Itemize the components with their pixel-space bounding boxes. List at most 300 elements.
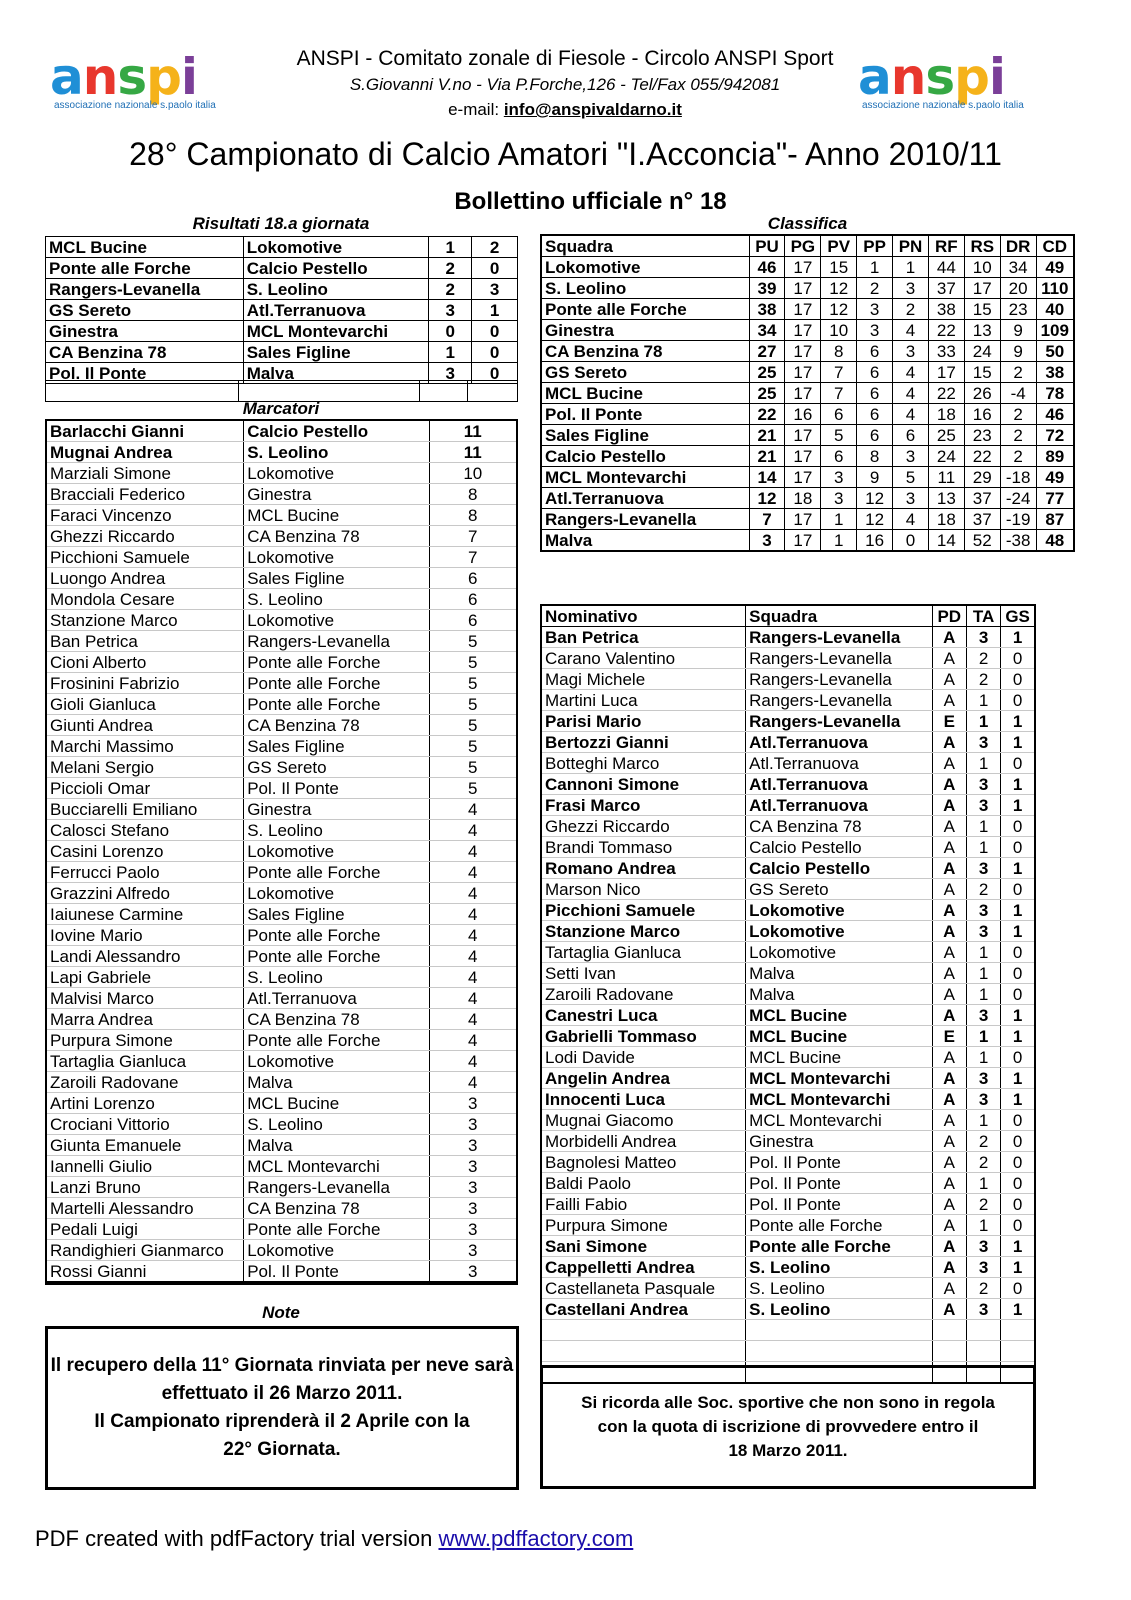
standings-header-cell: RS bbox=[964, 235, 1000, 257]
empty-cell bbox=[932, 1320, 966, 1341]
bulletin-number: Bollettino ufficiale n° 18 bbox=[454, 188, 727, 215]
standings-value: 3 bbox=[749, 530, 785, 552]
disciplinary-code: A bbox=[932, 879, 966, 900]
warnings-count: 1 bbox=[966, 942, 1000, 963]
standings-value: 15 bbox=[964, 362, 1000, 383]
scorer-team: Ponte alle Forche bbox=[244, 673, 429, 694]
scorer-team: CA Benzina 78 bbox=[244, 1198, 429, 1219]
home-team: MCL Bucine bbox=[46, 237, 244, 258]
player-team: Rangers-Levanella bbox=[746, 648, 933, 669]
team-name: Pol. Il Ponte bbox=[541, 404, 749, 425]
standings-value: 17 bbox=[928, 362, 964, 383]
scorer-team: Ponte alle Forche bbox=[244, 694, 429, 715]
suspension-days: 0 bbox=[1001, 648, 1035, 669]
scorer-row bbox=[46, 904, 517, 925]
team-name: MCL Bucine bbox=[541, 383, 749, 404]
scorer-row bbox=[46, 1240, 517, 1261]
scorer-row bbox=[46, 463, 517, 484]
standings-value: 17 bbox=[785, 257, 821, 278]
team-name: Ponte alle Forche bbox=[541, 299, 749, 320]
warnings-count: 2 bbox=[966, 669, 1000, 690]
scorer-name: Pedali Luigi bbox=[46, 1219, 244, 1240]
player-name: Botteghi Marco bbox=[541, 753, 746, 774]
team-name: CA Benzina 78 bbox=[541, 341, 749, 362]
standings-row bbox=[541, 404, 1074, 425]
home-score: 1 bbox=[429, 342, 472, 363]
player-name: Lodi Davide bbox=[541, 1047, 746, 1068]
suspension-days: 1 bbox=[1001, 1026, 1035, 1047]
suspension-days: 1 bbox=[1001, 795, 1035, 816]
header-address: S.Giovanni V.no - Via P.Forche,126 - Tel/Fax 055/942081 bbox=[349, 75, 781, 94]
team-name: Malva bbox=[541, 530, 749, 552]
scorer-name: Marra Andrea bbox=[46, 1009, 244, 1030]
standings-value: 12 bbox=[749, 488, 785, 509]
player-team: S. Leolino bbox=[746, 1257, 933, 1278]
scorer-team: Lokomotive bbox=[244, 463, 429, 484]
player-team: Malva bbox=[746, 963, 933, 984]
scorer-goals: 5 bbox=[429, 652, 517, 673]
standings-value: 23 bbox=[1000, 299, 1036, 320]
scorer-name: Iannelli Giulio bbox=[46, 1156, 244, 1177]
player-team: Atl.Terranuova bbox=[746, 753, 933, 774]
standings-header-cell: CD bbox=[1036, 235, 1074, 257]
standings-value: 12 bbox=[857, 509, 893, 530]
empty-cell bbox=[1001, 1320, 1035, 1341]
standings-value: 3 bbox=[893, 446, 929, 467]
warnings-count: 1 bbox=[966, 1110, 1000, 1131]
home-score: 0 bbox=[429, 321, 472, 342]
standings-value: 49 bbox=[1036, 257, 1074, 278]
disciplinary-code: A bbox=[932, 1173, 966, 1194]
standings-value: 34 bbox=[1000, 257, 1036, 278]
scorer-goals: 4 bbox=[429, 1072, 517, 1093]
team-name: Sales Figline bbox=[541, 425, 749, 446]
scorer-team: Ponte alle Forche bbox=[244, 946, 429, 967]
scorer-goals: 4 bbox=[429, 820, 517, 841]
standings-value: 4 bbox=[893, 404, 929, 425]
warnings-count: 3 bbox=[966, 1236, 1000, 1257]
standings-header-cell: RF bbox=[928, 235, 964, 257]
disciplinary-code: A bbox=[932, 732, 966, 753]
standings-value: 2 bbox=[1000, 446, 1036, 467]
standings-table bbox=[540, 234, 1075, 552]
home-team: Ginestra bbox=[46, 321, 244, 342]
warnings-count: 1 bbox=[966, 690, 1000, 711]
player-team: Malva bbox=[746, 984, 933, 1005]
standings-value: 24 bbox=[964, 341, 1000, 362]
standings-value: 1 bbox=[821, 509, 857, 530]
standings-value: 3 bbox=[893, 488, 929, 509]
player-name: Bertozzi Gianni bbox=[541, 732, 746, 753]
standings-value: 7 bbox=[821, 362, 857, 383]
standings-value: 15 bbox=[821, 257, 857, 278]
reminder-text: Si ricorda alle Soc. sportive che non sono in regola con la quota di iscrizione di provvedere entro il 18 Marzo 2011. bbox=[581, 1393, 995, 1460]
disciplinary-code: A bbox=[932, 1110, 966, 1131]
footer-text: PDF created with pdfFactory trial version bbox=[35, 1526, 439, 1551]
standings-value: 3 bbox=[857, 320, 893, 341]
suspension-days: 0 bbox=[1001, 942, 1035, 963]
scorer-team: CA Benzina 78 bbox=[244, 526, 429, 547]
player-team: Ponte alle Forche bbox=[746, 1215, 933, 1236]
standings-value: 2 bbox=[857, 278, 893, 299]
standings-value: 4 bbox=[893, 383, 929, 404]
standings-value: 12 bbox=[821, 299, 857, 320]
scorer-name: Picchioni Samuele bbox=[46, 547, 244, 568]
scorer-row bbox=[46, 673, 517, 694]
player-name: Castellaneta Pasquale bbox=[541, 1278, 746, 1299]
scorer-goals: 3 bbox=[429, 1114, 517, 1135]
scorers-table bbox=[45, 419, 518, 1283]
discipline-row bbox=[541, 963, 1035, 984]
standings-value: 1 bbox=[821, 530, 857, 552]
standings-header-row bbox=[541, 235, 1074, 257]
scorer-goals: 11 bbox=[429, 420, 517, 442]
away-score: 3 bbox=[472, 279, 518, 300]
home-team: Rangers-Levanella bbox=[46, 279, 244, 300]
suspension-days: 1 bbox=[1001, 732, 1035, 753]
player-team: Pol. Il Ponte bbox=[746, 1194, 933, 1215]
email-link[interactable]: info@anspivaldarno.it bbox=[503, 100, 682, 119]
scorer-team: MCL Bucine bbox=[244, 505, 429, 526]
player-team: Lokomotive bbox=[746, 900, 933, 921]
standings-value: 26 bbox=[964, 383, 1000, 404]
scorer-team: GS Sereto bbox=[244, 757, 429, 778]
scorer-goals: 4 bbox=[429, 841, 517, 862]
warnings-count: 3 bbox=[966, 1068, 1000, 1089]
player-team: S. Leolino bbox=[746, 1278, 933, 1299]
away-team: Calcio Pestello bbox=[243, 258, 429, 279]
player-team: Ginestra bbox=[746, 1131, 933, 1152]
suspension-days: 1 bbox=[1001, 1068, 1035, 1089]
scorer-goals: 5 bbox=[429, 736, 517, 757]
player-name: Brandi Tommaso bbox=[541, 837, 746, 858]
disciplinary-code: A bbox=[932, 984, 966, 1005]
suspension-days: 1 bbox=[1001, 774, 1035, 795]
standings-value: 8 bbox=[821, 341, 857, 362]
scorer-row bbox=[46, 1114, 517, 1135]
scorer-team: Sales Figline bbox=[244, 568, 429, 589]
logo-word: anspi bbox=[858, 48, 1006, 106]
scorer-team: Lokomotive bbox=[244, 841, 429, 862]
standings-header-cell: PG bbox=[785, 235, 821, 257]
scorer-row bbox=[46, 841, 517, 862]
scorer-row bbox=[46, 736, 517, 757]
player-name: Morbidelli Andrea bbox=[541, 1131, 746, 1152]
scorer-goals: 3 bbox=[429, 1177, 517, 1198]
warnings-count: 3 bbox=[966, 732, 1000, 753]
away-score: 0 bbox=[472, 321, 518, 342]
player-name: Parisi Mario bbox=[541, 711, 746, 732]
warnings-count: 2 bbox=[966, 1131, 1000, 1152]
team-name: Atl.Terranuova bbox=[541, 488, 749, 509]
scorer-goals: 10 bbox=[429, 463, 517, 484]
empty-cell bbox=[932, 1341, 966, 1362]
reminder-box bbox=[540, 1365, 1036, 1489]
standings-value: 10 bbox=[964, 257, 1000, 278]
standings-value: -18 bbox=[1000, 467, 1036, 488]
home-score: 3 bbox=[429, 363, 472, 384]
standings-value: 17 bbox=[785, 278, 821, 299]
scorer-team: Pol. Il Ponte bbox=[244, 778, 429, 799]
standings-value: 9 bbox=[857, 467, 893, 488]
standings-value: 18 bbox=[928, 404, 964, 425]
standings-value: 16 bbox=[964, 404, 1000, 425]
suspension-days: 0 bbox=[1001, 984, 1035, 1005]
standings-value: 8 bbox=[857, 446, 893, 467]
scorer-goals: 7 bbox=[429, 526, 517, 547]
disciplinary-code: A bbox=[932, 1236, 966, 1257]
discipline-row bbox=[541, 1110, 1035, 1131]
scorer-team: Calcio Pestello bbox=[244, 420, 429, 442]
player-name: Magi Michele bbox=[541, 669, 746, 690]
discipline-row bbox=[541, 1005, 1035, 1026]
discipline-row bbox=[541, 858, 1035, 879]
player-team: MCL Montevarchi bbox=[746, 1068, 933, 1089]
standings-value: 4 bbox=[893, 362, 929, 383]
standings-value: 6 bbox=[857, 341, 893, 362]
discipline-row bbox=[541, 900, 1035, 921]
scorer-goals: 6 bbox=[429, 610, 517, 631]
standings-value: 6 bbox=[821, 446, 857, 467]
standings-value: 14 bbox=[749, 467, 785, 488]
suspension-days: 0 bbox=[1001, 1131, 1035, 1152]
scorer-goals: 4 bbox=[429, 925, 517, 946]
discipline-header-cell: TA bbox=[966, 605, 1000, 627]
scorer-name: Ferrucci Paolo bbox=[46, 862, 244, 883]
standings-value: 2 bbox=[893, 299, 929, 320]
scorer-name: Artini Lorenzo bbox=[46, 1093, 244, 1114]
footer-link[interactable]: www.pdffactory.com bbox=[438, 1526, 634, 1551]
scorer-row bbox=[46, 505, 517, 526]
disciplinary-code: A bbox=[932, 963, 966, 984]
scorer-row bbox=[46, 1156, 517, 1177]
scorer-name: Iaiunese Carmine bbox=[46, 904, 244, 925]
standings-value: 37 bbox=[964, 509, 1000, 530]
scorer-name: Bracciali Federico bbox=[46, 484, 244, 505]
scorer-row bbox=[46, 1093, 517, 1114]
player-name: Baldi Paolo bbox=[541, 1173, 746, 1194]
suspension-days: 0 bbox=[1001, 1110, 1035, 1131]
suspension-days: 1 bbox=[1001, 711, 1035, 732]
standings-value: 15 bbox=[964, 299, 1000, 320]
away-team: MCL Montevarchi bbox=[243, 321, 429, 342]
scorer-goals: 6 bbox=[429, 589, 517, 610]
player-name: Castellani Andrea bbox=[541, 1299, 746, 1320]
discipline-row bbox=[541, 1194, 1035, 1215]
discipline-row bbox=[541, 711, 1035, 732]
warnings-count: 3 bbox=[966, 774, 1000, 795]
player-name: Canestri Luca bbox=[541, 1005, 746, 1026]
standings-value: 5 bbox=[821, 425, 857, 446]
suspension-days: 0 bbox=[1001, 1047, 1035, 1068]
scorer-goals: 3 bbox=[429, 1219, 517, 1240]
header-email-line bbox=[230, 100, 900, 120]
warnings-count: 3 bbox=[966, 795, 1000, 816]
suspension-days: 1 bbox=[1001, 1005, 1035, 1026]
scorer-team: Ponte alle Forche bbox=[244, 925, 429, 946]
team-name: MCL Montevarchi bbox=[541, 467, 749, 488]
player-name: Sani Simone bbox=[541, 1236, 746, 1257]
scorer-name: Grazzini Alfredo bbox=[46, 883, 244, 904]
scorers-caption: Marcatori bbox=[242, 399, 320, 418]
result-row bbox=[46, 258, 518, 279]
scorer-team: MCL Montevarchi bbox=[244, 1156, 429, 1177]
suspension-days: 0 bbox=[1001, 816, 1035, 837]
email-label: e-mail: bbox=[448, 100, 504, 119]
disciplinary-code: E bbox=[932, 1026, 966, 1047]
discipline-row bbox=[541, 1152, 1035, 1173]
standings-value: 17 bbox=[964, 278, 1000, 299]
scorer-team: Ponte alle Forche bbox=[244, 652, 429, 673]
scorer-name: Faraci Vincenzo bbox=[46, 505, 244, 526]
scorer-goals: 5 bbox=[429, 673, 517, 694]
scorer-name: Mondola Cesare bbox=[46, 589, 244, 610]
note-box bbox=[45, 1326, 519, 1490]
scorer-name: Frosinini Fabrizio bbox=[46, 673, 244, 694]
standings-row bbox=[541, 467, 1074, 488]
suspension-days: 0 bbox=[1001, 963, 1035, 984]
discipline-header-cell: GS bbox=[1001, 605, 1035, 627]
scorer-team: Ginestra bbox=[244, 484, 429, 505]
discipline-row bbox=[541, 1089, 1035, 1110]
scorer-row bbox=[46, 1030, 517, 1051]
scorer-row bbox=[46, 1051, 517, 1072]
scorer-goals: 3 bbox=[429, 1240, 517, 1261]
discipline-row bbox=[541, 1278, 1035, 1299]
note-caption: Note bbox=[262, 1303, 300, 1322]
standings-value: 5 bbox=[893, 467, 929, 488]
player-team: Pol. Il Ponte bbox=[746, 1152, 933, 1173]
discipline-row bbox=[541, 669, 1035, 690]
standings-value: 78 bbox=[1036, 383, 1074, 404]
scorer-row bbox=[46, 946, 517, 967]
warnings-count: 2 bbox=[966, 879, 1000, 900]
scorer-row bbox=[46, 1135, 517, 1156]
scorer-name: Gioli Gianluca bbox=[46, 694, 244, 715]
results-caption: Risultati 18.a giornata bbox=[192, 214, 370, 233]
standings-value: 10 bbox=[821, 320, 857, 341]
disciplinary-code: A bbox=[932, 1089, 966, 1110]
result-row bbox=[46, 279, 518, 300]
scorer-row bbox=[46, 420, 517, 442]
away-score: 0 bbox=[472, 363, 518, 384]
scorer-row bbox=[46, 589, 517, 610]
disciplinary-code: A bbox=[932, 900, 966, 921]
warnings-count: 1 bbox=[966, 753, 1000, 774]
scorer-team: Ponte alle Forche bbox=[244, 862, 429, 883]
scorer-goals: 5 bbox=[429, 778, 517, 799]
scorer-name: Melani Sergio bbox=[46, 757, 244, 778]
player-name: Stanzione Marco bbox=[541, 921, 746, 942]
scorer-name: Landi Alessandro bbox=[46, 946, 244, 967]
scorer-goals: 4 bbox=[429, 1030, 517, 1051]
standings-row bbox=[541, 299, 1074, 320]
scorer-team: Ponte alle Forche bbox=[244, 1030, 429, 1051]
scorer-row bbox=[46, 1177, 517, 1198]
home-team: Ponte alle Forche bbox=[46, 258, 244, 279]
standings-value: 18 bbox=[785, 488, 821, 509]
standings-value: 38 bbox=[749, 299, 785, 320]
warnings-count: 1 bbox=[966, 1047, 1000, 1068]
away-team: Atl.Terranuova bbox=[243, 300, 429, 321]
standings-value: 6 bbox=[857, 362, 893, 383]
standings-value: -4 bbox=[1000, 383, 1036, 404]
warnings-count: 1 bbox=[966, 711, 1000, 732]
discipline-header-cell: PD bbox=[932, 605, 966, 627]
standings-value: 46 bbox=[1036, 404, 1074, 425]
player-team: Atl.Terranuova bbox=[746, 732, 933, 753]
standings-value: 2 bbox=[1000, 425, 1036, 446]
scorer-row bbox=[46, 631, 517, 652]
standings-value: 18 bbox=[928, 509, 964, 530]
disciplinary-code: A bbox=[932, 1299, 966, 1320]
standings-value: 17 bbox=[785, 341, 821, 362]
standings-value: 44 bbox=[928, 257, 964, 278]
scorer-goals: 5 bbox=[429, 631, 517, 652]
scorer-row bbox=[46, 652, 517, 673]
standings-value: 3 bbox=[893, 278, 929, 299]
warnings-count: 2 bbox=[966, 648, 1000, 669]
standings-value: 6 bbox=[857, 404, 893, 425]
standings-value: 52 bbox=[964, 530, 1000, 552]
scorer-row bbox=[46, 883, 517, 904]
scorer-team: S. Leolino bbox=[244, 589, 429, 610]
disciplinary-code: A bbox=[932, 921, 966, 942]
result-row bbox=[46, 342, 518, 363]
standings-value: 22 bbox=[964, 446, 1000, 467]
scorer-name: Calosci Stefano bbox=[46, 820, 244, 841]
scorer-goals: 4 bbox=[429, 967, 517, 988]
standings-value: 34 bbox=[749, 320, 785, 341]
scorer-name: Cioni Alberto bbox=[46, 652, 244, 673]
suspension-days: 0 bbox=[1001, 1278, 1035, 1299]
discipline-row bbox=[541, 690, 1035, 711]
scorer-row bbox=[46, 778, 517, 799]
standings-header-cell: PN bbox=[893, 235, 929, 257]
logo-word: anspi bbox=[50, 48, 198, 106]
scorer-team: CA Benzina 78 bbox=[244, 1009, 429, 1030]
standings-value: 1 bbox=[857, 257, 893, 278]
scorer-team: Atl.Terranuova bbox=[244, 988, 429, 1009]
suspension-days: 0 bbox=[1001, 1152, 1035, 1173]
disciplinary-code: A bbox=[932, 690, 966, 711]
standings-header-cell: Squadra bbox=[541, 235, 749, 257]
scorer-name: Crociani Vittorio bbox=[46, 1114, 244, 1135]
standings-value: 12 bbox=[821, 278, 857, 299]
warnings-count: 3 bbox=[966, 900, 1000, 921]
scorer-row bbox=[46, 694, 517, 715]
standings-value: 7 bbox=[749, 509, 785, 530]
standings-value: 37 bbox=[964, 488, 1000, 509]
warnings-count: 1 bbox=[966, 984, 1000, 1005]
standings-value: 38 bbox=[928, 299, 964, 320]
discipline-header-cell: Squadra bbox=[746, 605, 933, 627]
player-team: GS Sereto bbox=[746, 879, 933, 900]
warnings-count: 1 bbox=[966, 1173, 1000, 1194]
scorer-row bbox=[46, 1072, 517, 1093]
standings-value: 17 bbox=[785, 446, 821, 467]
scorer-name: Barlacchi Gianni bbox=[46, 420, 244, 442]
standings-value: 17 bbox=[785, 425, 821, 446]
scorer-row bbox=[46, 715, 517, 736]
discipline-row bbox=[541, 1257, 1035, 1278]
scorer-goals: 5 bbox=[429, 694, 517, 715]
away-score: 2 bbox=[472, 237, 518, 258]
player-team: Lokomotive bbox=[746, 942, 933, 963]
warnings-count: 3 bbox=[966, 858, 1000, 879]
warnings-count: 3 bbox=[966, 1257, 1000, 1278]
discipline-row bbox=[541, 879, 1035, 900]
